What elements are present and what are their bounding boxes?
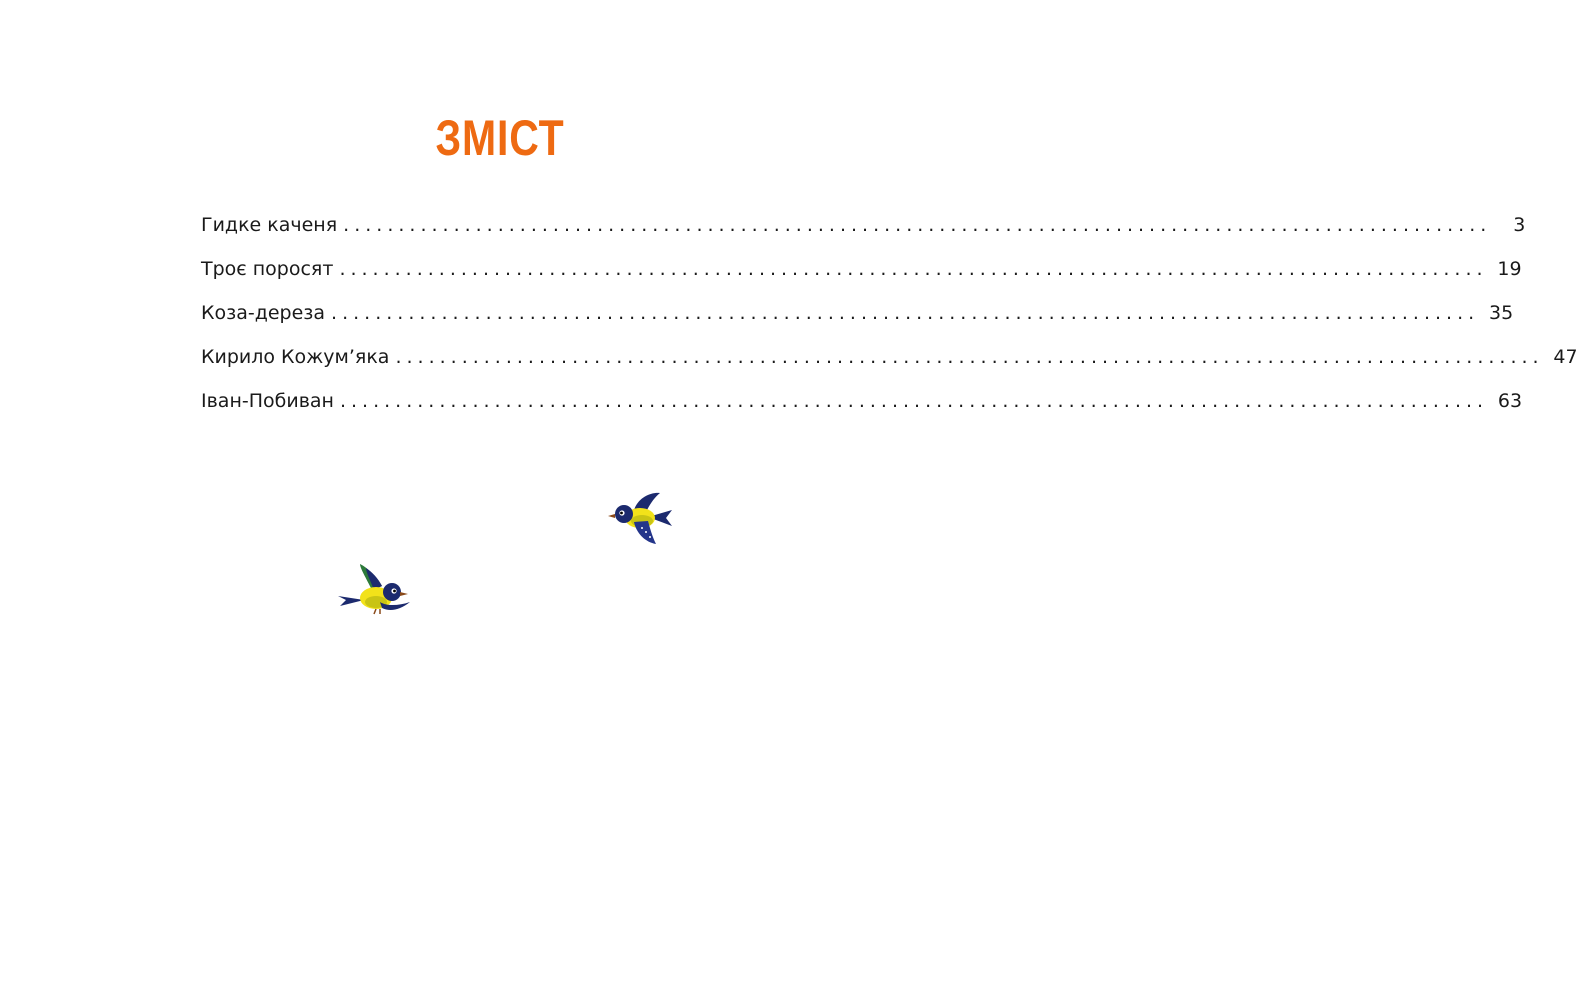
toc-entry-page: 19 (1497, 258, 1522, 280)
toc-entry[interactable] (201, 346, 1578, 390)
toc-entry[interactable] (201, 214, 1526, 258)
toc-dot-leader: ........................................................................................................ (395, 346, 1544, 368)
page-title: ЗМІСТ (435, 110, 565, 166)
toc-entry[interactable] (201, 258, 1522, 302)
bird-illustration (336, 562, 414, 618)
toc-entry-title: Троє поросят (201, 258, 334, 280)
toc-entry-page: 63 (1497, 390, 1523, 412)
toc-entry-title: Іван-Побиван (201, 390, 334, 412)
toc-entry-title: Коза-дереза (201, 302, 326, 324)
toc-dot-leader: ........................................................................................................ (331, 302, 1480, 324)
toc-dot-leader: ........................................................................................................ (339, 390, 1489, 412)
table-of-contents (201, 214, 1578, 434)
toc-entry-title: Кирило Кожум’яка (201, 346, 390, 368)
toc-entry-page: 35 (1488, 302, 1514, 324)
toc-dot-leader: ........................................................................................................ (343, 214, 1492, 236)
toc-entry-page: 3 (1513, 214, 1526, 236)
bird-illustration (604, 490, 676, 548)
toc-entry[interactable] (201, 302, 1514, 346)
toc-entry[interactable] (201, 390, 1523, 434)
toc-entry-page: 47 (1553, 346, 1578, 368)
toc-entry-title: Гидке каченя (201, 214, 338, 236)
toc-dot-leader: ........................................................................................................ (339, 258, 1488, 280)
